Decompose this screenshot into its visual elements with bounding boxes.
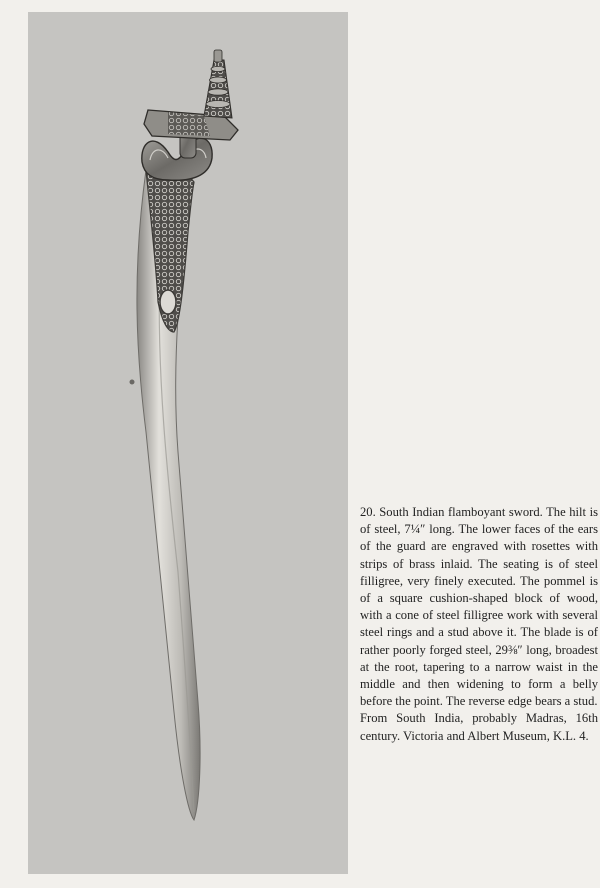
edge-stud bbox=[130, 380, 135, 385]
caption-description: 20. South Indian flamboyant sword. The hilt is of steel, 7¼″ long. The lower faces of the ears of the guard are engraved with rosettes with strips of brass inlaid. The seating is of steel filligree, very finely executed. The pommel is of a square cushion-shaped block of wood, with a cone of steel filligree work with several steel rings and a stud above it. The blade is of rather poorly forged steel, 29⅜″ long, broadest at the root, tapering to a narrow waist in the middle and then widening to form a belly before the point. The reverse edge bears a stud. bbox=[360, 505, 598, 709]
caption-provenance: From South India, probably Madras, 16th century. Victoria and Albert Museum, K.L. 4. bbox=[360, 711, 598, 743]
seating-boss bbox=[160, 290, 176, 314]
pommel-stud bbox=[214, 50, 222, 62]
guard-ears bbox=[142, 138, 212, 180]
sword-photograph bbox=[28, 12, 348, 874]
plate-caption bbox=[360, 504, 598, 745]
photo-plate bbox=[28, 12, 348, 874]
